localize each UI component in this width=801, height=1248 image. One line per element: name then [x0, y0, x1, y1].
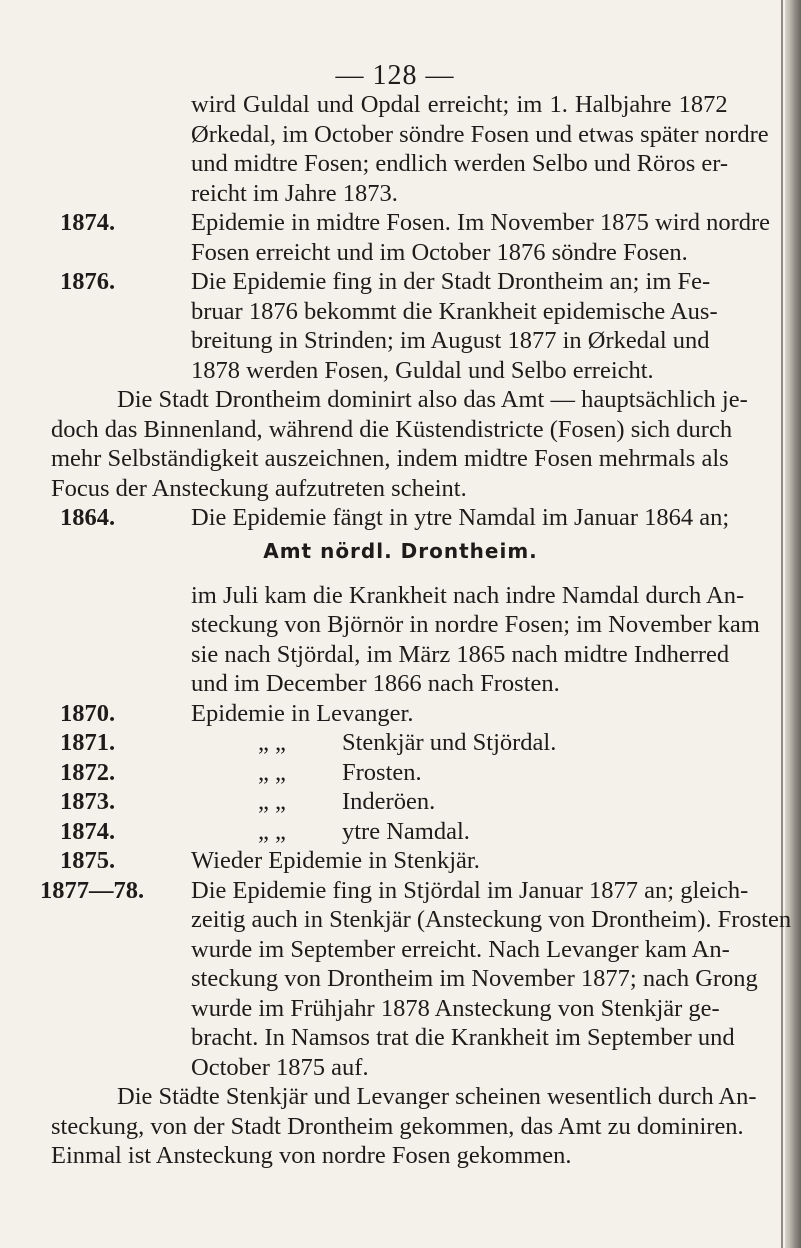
text-line: Die Städte Stenkjär und Levanger scheinen wesentlich durch An-: [117, 1083, 757, 1110]
text-line: doch das Binnenland, während die Küstendistricte (Fosen) sich durch: [51, 415, 733, 443]
text-line: Einmal ist Ansteckung von nordre Fosen gekommen.: [51, 1142, 572, 1169]
text-line: Frosten.: [342, 758, 422, 786]
year-label: 1872.: [60, 758, 116, 786]
text-line: bracht. In Namsos trat die Krankheit im September und: [191, 1024, 735, 1051]
text-line: Die Epidemie fängt in ytre Namdal im Januar 1864 an;: [191, 504, 730, 531]
text-line: Die Stadt Drontheim dominirt also das Amt — hauptsächlich je-: [117, 386, 748, 413]
text-line: zeitig auch in Stenkjär (Ansteckung von Drontheim). Frosten: [191, 906, 792, 933]
year-label: 1864.: [60, 504, 116, 531]
text-line: Focus der Ansteckung aufzutreten scheint.: [51, 474, 467, 502]
text-line: und im December 1866 nach Frosten.: [191, 670, 560, 697]
text-line: wurde im September erreicht. Nach Levanger kam An-: [191, 935, 730, 963]
text-line: Die Epidemie fing in Stjördal im Januar 1877 an; gleich-: [191, 876, 749, 904]
page-number: — 128 —: [335, 60, 455, 91]
text-line: Stenkjär und Stjördal.: [342, 729, 557, 756]
ditto-marks: „ „: [258, 817, 286, 845]
text-line: October 1875 auf.: [191, 1053, 369, 1081]
text-line: ytre Namdal.: [342, 817, 470, 845]
text-line: sie nach Stjördal, im März 1865 nach midtre Indherred: [191, 640, 730, 668]
text-line: bruar 1876 bekommt die Krankheit epidemische Aus-: [191, 297, 718, 325]
text-line: Wieder Epidemie in Stenkjär.: [191, 847, 480, 874]
year-label: 1874.: [60, 817, 116, 845]
text-line: Ørkedal, im October söndre Fosen und etwas später nordre: [191, 120, 769, 148]
year-label: 1870.: [60, 699, 116, 727]
year-label: 1873.: [60, 788, 116, 815]
page-edge-line: [781, 0, 783, 1248]
text-line: Inderöen.: [342, 788, 436, 815]
page-edge: [785, 0, 801, 1248]
text-line: Epidemie in midtre Fosen. Im November 1875 wird nordre: [191, 209, 771, 236]
text-line: wurde im Frühjahr 1878 Ansteckung von Stenkjär ge-: [191, 994, 720, 1022]
text-line: steckung, von der Stadt Drontheim gekommen, das Amt zu dominiren.: [51, 1112, 744, 1140]
ditto-marks: „ „: [258, 758, 286, 786]
text-line: im Juli kam die Krankheit nach indre Namdal durch An-: [191, 581, 745, 609]
text-line: Epidemie in Levanger.: [191, 699, 414, 727]
year-label: 1876.: [60, 268, 116, 295]
year-label: 1874.: [60, 209, 116, 236]
text-line: Die Epidemie fing in der Stadt Drontheim an; im Fe-: [191, 268, 711, 295]
text-line: und midtre Fosen; endlich werden Selbo und Röros er-: [191, 150, 729, 177]
text-line: steckung von Björnör in nordre Fosen; im November kam: [191, 611, 760, 638]
ditto-marks: „ „: [258, 788, 286, 815]
text-line: breitung in Strinden; im August 1877 in Ørkedal und: [191, 327, 710, 354]
text-line: steckung von Drontheim im November 1877; nach Grong: [191, 965, 758, 992]
section-heading: Amt nördl. Drontheim.: [263, 538, 538, 563]
text-line: reicht im Jahre 1873.: [191, 179, 398, 207]
text-line: Fosen erreicht und im October 1876 söndre Fosen.: [191, 238, 688, 266]
text-line: wird Guldal und Opdal erreicht; im 1. Halbjahre 1872: [191, 91, 728, 118]
text-line: mehr Selbständigkeit auszeichnen, indem midtre Fosen mehrmals als: [51, 445, 729, 472]
ditto-marks: „ „: [258, 729, 286, 756]
text-line: 1878 werden Fosen, Guldal und Selbo erreicht.: [191, 356, 654, 384]
year-label: 1877—78.: [40, 876, 145, 904]
year-label: 1871.: [60, 729, 116, 756]
year-label: 1875.: [60, 847, 116, 874]
